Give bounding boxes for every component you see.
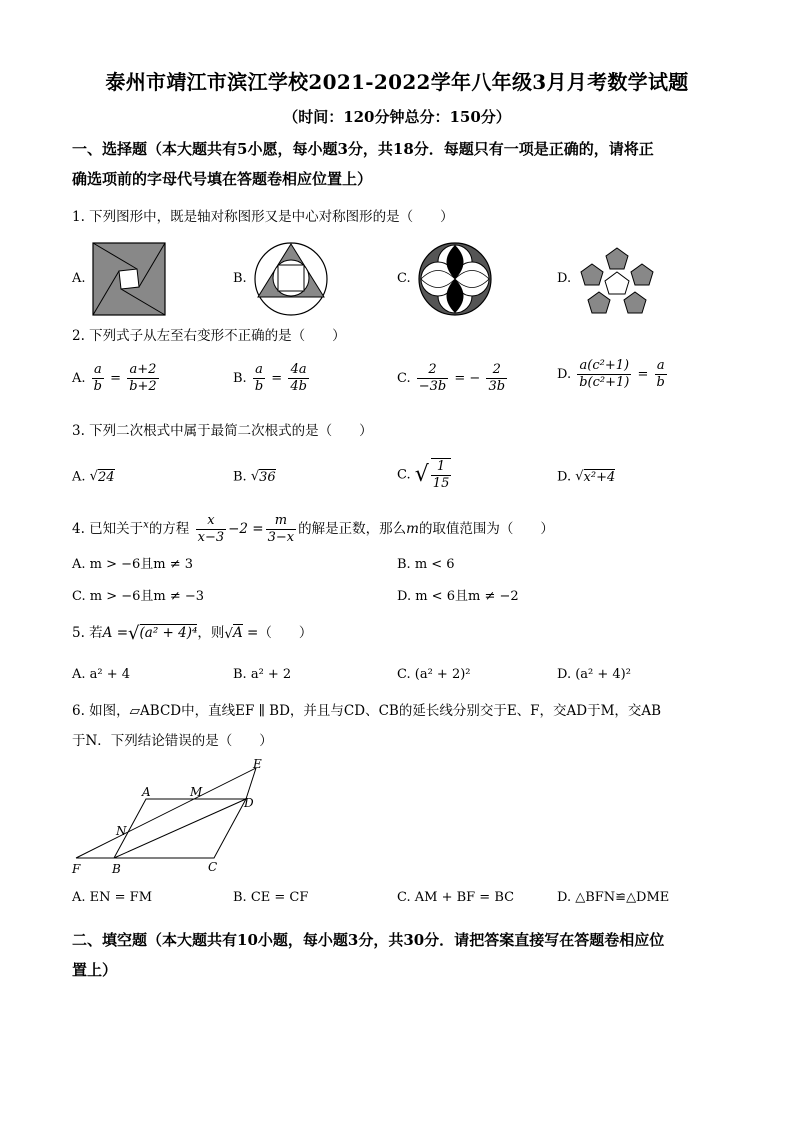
q4-option-a[interactable]: A. m > −6且m ≠ 3	[72, 557, 194, 572]
q6-parallelogram-figure	[66, 756, 276, 880]
q2-c-frac-right: $\frac{2}{3b}$	[488, 362, 506, 394]
q5-radical-icon: √	[128, 622, 140, 644]
q2-a-eq: =	[110, 371, 122, 386]
q5-radical2-icon: √	[224, 625, 234, 642]
section1-heading	[72, 134, 722, 194]
q4-stem-var: x	[143, 519, 149, 531]
exam-info: （时间：120分钟总分：150分）	[283, 108, 511, 126]
q1-stem: 1. 下列图形中，既是轴对称图形又是中心对称图形的是（ ）	[72, 209, 454, 225]
q5-radicand: (a² + 4)⁴	[139, 625, 198, 641]
q5-stem-mid: ，则	[197, 625, 225, 641]
label-b: B	[112, 862, 121, 876]
diagonal-bd	[114, 799, 246, 858]
q4-stem-mid: 的方程	[148, 521, 190, 537]
q1-option-a-label: A.	[72, 271, 86, 286]
q6-option-a[interactable]: A. EN = FM	[72, 890, 153, 905]
line-ef	[76, 768, 256, 858]
q3-option-d-label: D.	[557, 469, 572, 485]
q3-option-d[interactable]	[557, 466, 615, 489]
q6-option-d[interactable]: D. △BFN≌△DME	[557, 890, 670, 905]
q3-c-radical-icon: √	[414, 462, 429, 487]
section2-heading	[72, 925, 722, 985]
q1-option-b-label: B.	[233, 271, 247, 286]
q2-option-d-label: D.	[557, 367, 572, 382]
q1-figure-a	[92, 242, 166, 316]
q5-stem-a: A =	[102, 625, 129, 641]
q2-b-eq: =	[271, 371, 283, 386]
q4-stem-end: 的取值范围为（ ）	[418, 521, 554, 537]
q2-d-frac-right: $\frac{a}{b}$	[656, 358, 665, 390]
q2-option-d[interactable]	[557, 358, 669, 391]
q2-d-frac-left: $\frac{\text{a(c²+1)}}{\text{b(c²+1)}}$	[579, 358, 630, 390]
q5-option-d[interactable]: D. (a² + 4)²	[557, 667, 631, 682]
q3-b-radicand: 36	[259, 469, 276, 485]
label-m: M	[190, 785, 203, 799]
section1-heading-line1: 一、选择题（本大题共有5小愿，每小题3分，共18分．每题只有一项是正确的，请将正	[72, 140, 654, 158]
q3-option-b-label: B.	[233, 469, 247, 485]
q2-stem: 2. 下列式子从左至右变形不正确的是（ ）	[72, 328, 346, 344]
q3-a-radicand: 24	[97, 469, 115, 485]
section1-heading-line2: 确选项前的字母代号填在答题卷相应位置上）	[72, 170, 373, 188]
section2-heading-line1: 二、填空题（本大题共有10小题，每小题3分，共30分．请把答案直接写在答题卷相应位	[72, 931, 665, 949]
q5-stem-pre: 5. 若	[72, 625, 103, 641]
q4-eq-frac-right: $\frac{m}{3-x}$	[267, 513, 295, 545]
q6-option-c[interactable]: C. AM + BF = BC	[397, 890, 515, 905]
q2-b-frac-left: $\frac{a}{b}$	[254, 362, 264, 394]
q2-option-b[interactable]	[233, 362, 311, 395]
q4-option-c[interactable]: C. m > −6且m ≠ −3	[72, 589, 205, 604]
q5-option-a[interactable]: A. a² + 4	[72, 667, 131, 682]
q2-c-frac-left: $\frac{2}{-3b}$	[418, 362, 447, 394]
q2-a-frac-right: $\frac{a+2}{b+2}$	[129, 362, 157, 394]
q4-stem	[72, 513, 554, 546]
q3-option-a[interactable]	[72, 466, 115, 489]
q3-a-radical-icon: √	[89, 469, 98, 484]
q3-stem: 3. 下列二次根式中属于最简二次根式的是（ ）	[72, 423, 373, 439]
q6-option-b[interactable]: B. CE = CF	[233, 890, 309, 905]
q5-stem-end: =（ ）	[242, 625, 313, 641]
q5-option-c[interactable]: C. (a² + 2)²	[397, 667, 471, 682]
q1-option-c-label: C.	[397, 271, 411, 286]
q3-option-c-label: C.	[397, 467, 411, 483]
q4-eq-frac-left: $\frac{x}{x-3}$	[197, 513, 225, 545]
q2-b-frac-right: $\frac{4a}{4b}$	[290, 362, 307, 394]
q2-option-c[interactable]	[397, 362, 509, 395]
label-c: C	[208, 860, 218, 874]
label-e: E	[253, 757, 262, 771]
label-f: F	[72, 862, 81, 876]
label-d: D	[244, 796, 254, 810]
q2-a-frac-left: $\frac{a}{b}$	[93, 362, 102, 394]
q1-option-d-label: D.	[557, 271, 572, 286]
q3-d-radicand: x²+4	[583, 469, 616, 485]
q3-option-b[interactable]	[233, 466, 276, 489]
q3-option-a-label: A.	[72, 469, 86, 485]
q2-option-c-label: C.	[397, 371, 411, 386]
q5-option-b[interactable]: B. a² + 2	[233, 667, 292, 682]
q1-figure-b	[253, 241, 329, 317]
q6-stem-line1: 6. 如图，▱ABCD中，直线EF ∥ BD，并且与CD、CB的延长线分别交于E、F，交AD于M，交AB	[72, 703, 662, 719]
q4-option-d[interactable]: D. m < 6且m ≠ −2	[397, 589, 519, 604]
label-a: A	[142, 785, 151, 799]
q2-option-a[interactable]	[72, 362, 161, 395]
q6-stem-line2: 于N．下列结论错误的是（ ）	[72, 733, 273, 749]
q2-c-eq: = −	[454, 371, 481, 386]
page-title: 泰州市靖江市滨江学校2021-2022学年八年级3月月考数学试题	[105, 70, 689, 94]
q4-option-b[interactable]: B. m < 6	[397, 557, 455, 572]
section2-heading-line2: 置上）	[72, 961, 118, 979]
q2-d-eq: =	[637, 367, 649, 382]
q3-option-c[interactable]	[397, 458, 453, 492]
q4-eq-mid: −2 =	[228, 521, 264, 537]
q3-d-radical-icon: √	[575, 469, 584, 484]
q1-figure-c	[417, 241, 493, 317]
q2-option-b-label: B.	[233, 371, 247, 386]
label-n: N	[116, 824, 127, 838]
q4-stem-var2: m	[406, 521, 419, 537]
q3-c-frac: $\frac{1}{15}$	[432, 459, 450, 491]
q1-figure-d	[577, 246, 657, 316]
q4-stem-post: 的解是正数，那么	[298, 521, 407, 537]
q4-stem-pre: 4. 已知关于	[72, 521, 144, 537]
q2-option-a-label: A.	[72, 371, 86, 386]
q3-b-radical-icon: √	[250, 469, 260, 484]
q5-radicand2: A	[233, 625, 243, 641]
q5-stem	[72, 622, 312, 645]
